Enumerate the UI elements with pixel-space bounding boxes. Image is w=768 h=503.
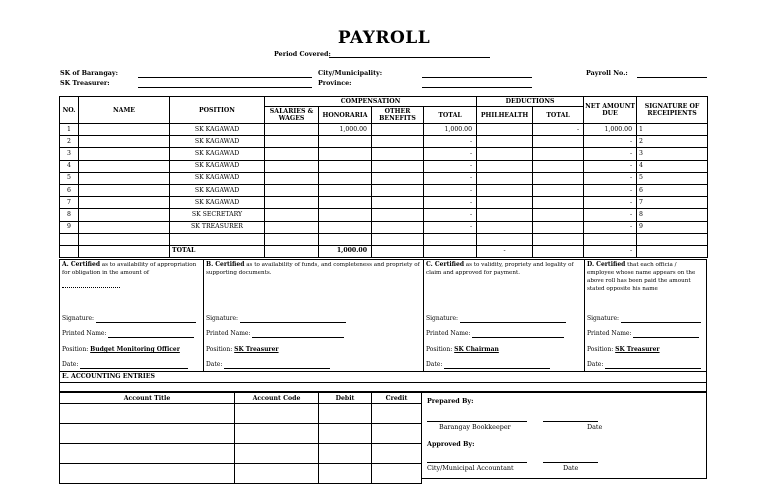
- row-name[interactable]: [79, 148, 170, 160]
- row-salaries[interactable]: [265, 209, 319, 221]
- row-name[interactable]: [79, 172, 170, 184]
- col-deductions: DEDUCTIONS: [477, 97, 584, 107]
- account-cell[interactable]: [235, 464, 319, 484]
- row-deduction-total: [533, 209, 584, 221]
- total-honoraria: 1,000.00: [319, 245, 372, 257]
- row-name[interactable]: [79, 197, 170, 209]
- row-salaries[interactable]: [265, 160, 319, 172]
- city-field[interactable]: [422, 77, 532, 78]
- cert-d-heading: D. Certified: [587, 261, 626, 268]
- bookkeeper-signature-field[interactable]: [427, 421, 527, 422]
- province-field[interactable]: [422, 87, 532, 88]
- period-covered-label: Period Covered:: [274, 50, 331, 58]
- approved-by-label: Approved By:: [427, 440, 475, 448]
- row-salaries[interactable]: [265, 197, 319, 209]
- cert-c-signature-field[interactable]: [460, 316, 566, 323]
- col-compensation: COMPENSATION: [265, 97, 477, 107]
- row-salaries[interactable]: [265, 172, 319, 184]
- col-other-benefits: OTHER BENEFITS: [372, 107, 424, 124]
- row-total: -: [424, 148, 477, 160]
- row-net-amount: -: [584, 184, 637, 196]
- row-deduction-total: [533, 172, 584, 184]
- row-honoraria: [319, 197, 372, 209]
- cert-a-text: as to availability of appropriation for obligation in the amount of: [62, 262, 197, 276]
- blank-cell: [372, 245, 424, 257]
- row-number: 8: [60, 209, 79, 221]
- row-signature: 2: [637, 136, 708, 148]
- row-honoraria: [319, 184, 372, 196]
- cert-c-date-field[interactable]: [444, 362, 550, 369]
- col-account-code: Account Code: [235, 393, 319, 404]
- bookkeeper-label: Barangay Bookkeeper: [439, 423, 511, 431]
- cert-a-printed-field[interactable]: [108, 331, 194, 338]
- row-salaries[interactable]: [265, 184, 319, 196]
- account-cell[interactable]: [319, 464, 372, 484]
- row-deduction-total: -: [533, 124, 584, 136]
- cert-c-printed-field[interactable]: [472, 331, 564, 338]
- cert-b-heading: B. Certified: [206, 261, 245, 268]
- blank-cell: [424, 245, 477, 257]
- blank-cell: [533, 245, 584, 257]
- blank-cell[interactable]: [60, 233, 79, 245]
- row-number: 9: [60, 221, 79, 233]
- col-debit: Debit: [319, 393, 372, 404]
- row-honoraria: [319, 209, 372, 221]
- blank-cell: [637, 245, 708, 257]
- printed-name-label: Printed Name:: [206, 330, 251, 337]
- account-cell[interactable]: [60, 464, 235, 484]
- blank-cell[interactable]: [533, 233, 584, 245]
- row-philhealth[interactable]: [477, 172, 533, 184]
- cert-d-box: [584, 259, 707, 372]
- row-net-amount: -: [584, 197, 637, 209]
- row-total: -: [424, 172, 477, 184]
- row-other-benefits[interactable]: [372, 124, 424, 136]
- table-row: [60, 184, 708, 196]
- row-philhealth[interactable]: [477, 184, 533, 196]
- account-cell[interactable]: [235, 424, 319, 444]
- row-other-benefits[interactable]: [372, 197, 424, 209]
- cert-d-signature-field[interactable]: [621, 316, 701, 323]
- table-row: [60, 172, 708, 184]
- payroll-no-label: Payroll No.:: [586, 69, 628, 77]
- printed-name-label: Printed Name:: [587, 330, 632, 337]
- row-name[interactable]: [79, 184, 170, 196]
- row-other-benefits[interactable]: [372, 184, 424, 196]
- cert-b-box: [203, 259, 424, 372]
- row-name[interactable]: [79, 160, 170, 172]
- row-deduction-total: [533, 148, 584, 160]
- row-signature: 6: [637, 184, 708, 196]
- row-position: SK KAGAWAD: [170, 184, 265, 196]
- cert-b-position: SK Treasurer: [234, 346, 279, 353]
- row-signature: 9: [637, 221, 708, 233]
- account-cell[interactable]: [60, 404, 235, 424]
- row-other-benefits[interactable]: [372, 148, 424, 160]
- accountant-date-field[interactable]: [543, 462, 598, 463]
- account-cell[interactable]: [372, 404, 422, 424]
- row-name[interactable]: [79, 136, 170, 148]
- cert-b-text: as to availability of funds, and completeness and propriety of supporting documents.: [206, 262, 420, 276]
- blank-cell: [60, 245, 79, 257]
- row-net-amount: -: [584, 209, 637, 221]
- row-other-benefits[interactable]: [372, 221, 424, 233]
- row-philhealth[interactable]: [477, 148, 533, 160]
- row-net-amount: -: [584, 136, 637, 148]
- row-signature: 4: [637, 160, 708, 172]
- blank-cell[interactable]: [424, 233, 477, 245]
- row-name[interactable]: [79, 209, 170, 221]
- cert-a-position: Budget Monitoring Officer: [90, 346, 180, 353]
- payroll-table: [59, 96, 708, 258]
- sk-treasurer-field[interactable]: [138, 87, 312, 88]
- cert-b-printed-field[interactable]: [252, 331, 344, 338]
- date-label: Date:: [426, 361, 443, 368]
- spacer-row: [59, 383, 707, 392]
- row-total: -: [424, 197, 477, 209]
- blank-cell[interactable]: [319, 233, 372, 245]
- row-total: -: [424, 184, 477, 196]
- row-net-amount: -: [584, 160, 637, 172]
- account-cell[interactable]: [372, 424, 422, 444]
- table-row: [60, 209, 708, 221]
- prepared-by-label: Prepared By:: [427, 397, 474, 405]
- blank-cell[interactable]: [637, 233, 708, 245]
- date-label-2: Date: [563, 464, 579, 472]
- row-philhealth[interactable]: [477, 136, 533, 148]
- row-philhealth[interactable]: [477, 160, 533, 172]
- accountant-label: City/Municipal Accountant: [427, 464, 514, 472]
- cert-d-date-field[interactable]: [605, 362, 701, 369]
- position-label: Position:: [206, 346, 233, 353]
- table-row: [60, 160, 708, 172]
- col-no: NO.: [60, 97, 79, 124]
- row-other-benefits[interactable]: [372, 209, 424, 221]
- table-row: [60, 221, 708, 233]
- printed-name-label: Printed Name:: [426, 330, 471, 337]
- row-signature: 3: [637, 148, 708, 160]
- col-credit: Credit: [372, 393, 422, 404]
- col-net-amount: NET AMOUNT DUE: [584, 97, 637, 124]
- row-salaries[interactable]: [265, 221, 319, 233]
- row-philhealth[interactable]: [477, 197, 533, 209]
- table-row: [60, 124, 708, 136]
- col-deduction-total: TOTAL: [533, 107, 584, 124]
- total-philhealth: -: [477, 245, 533, 257]
- row-position: SK KAGAWAD: [170, 172, 265, 184]
- row-position: SK TREASURER: [170, 221, 265, 233]
- cert-a-signature-field[interactable]: [96, 316, 196, 323]
- row-honoraria: [319, 221, 372, 233]
- row-total: -: [424, 209, 477, 221]
- page-title: PAYROLL: [337, 28, 431, 48]
- cert-a-heading: A. Certified: [62, 261, 101, 268]
- cert-d-position: SK Treasurer: [615, 346, 660, 353]
- row-deduction-total: [533, 184, 584, 196]
- date-label: Date:: [62, 361, 79, 368]
- row-honoraria: 1,000.00: [319, 124, 372, 136]
- row-net-amount: -: [584, 221, 637, 233]
- row-total: -: [424, 160, 477, 172]
- row-honoraria: [319, 148, 372, 160]
- accounting-heading: E. ACCOUNTING ENTRIES: [59, 372, 707, 383]
- col-signature: SIGNATURE OF RECEIPIENTS: [637, 97, 708, 124]
- sk-barangay-label: SK of Barangay:: [60, 69, 119, 77]
- row-total: -: [424, 136, 477, 148]
- col-position: POSITION: [170, 97, 265, 124]
- row-signature: 7: [637, 197, 708, 209]
- row-position: SK KAGAWAD: [170, 148, 265, 160]
- position-label: Position:: [426, 346, 453, 353]
- date-label: Date:: [206, 361, 223, 368]
- table-row: [60, 197, 708, 209]
- col-philhealth: PHILHEALTH: [477, 107, 533, 124]
- row-salaries[interactable]: [265, 148, 319, 160]
- blank-cell[interactable]: [584, 233, 637, 245]
- city-label: City/Municipality:: [318, 69, 383, 77]
- row-name[interactable]: [79, 221, 170, 233]
- row-other-benefits[interactable]: [372, 136, 424, 148]
- row-number: 2: [60, 136, 79, 148]
- row-position: SK KAGAWAD: [170, 160, 265, 172]
- cert-c-text: as to validity, propriety and legality of claim and approved for payment.: [426, 262, 574, 276]
- row-number: 1: [60, 124, 79, 136]
- blank-cell[interactable]: [477, 233, 533, 245]
- row-position: SK SECRETARY: [170, 209, 265, 221]
- date-label: Date:: [587, 361, 604, 368]
- blank-cell[interactable]: [170, 233, 265, 245]
- col-honoraria: HONORARIA: [319, 107, 372, 124]
- province-label: Province:: [318, 79, 352, 87]
- account-cell[interactable]: [319, 424, 372, 444]
- row-number: 5: [60, 172, 79, 184]
- cert-d-text: that each officia / employee whose name appears on the above roll has been paid the amount stated opposite his name: [587, 262, 696, 292]
- blank-cell[interactable]: [265, 233, 319, 245]
- cert-a-date-field[interactable]: [80, 362, 188, 369]
- row-deduction-total: [533, 221, 584, 233]
- row-signature: 1: [637, 124, 708, 136]
- row-number: 7: [60, 197, 79, 209]
- signature-label: Signature:: [426, 315, 459, 322]
- cert-c-box: [423, 259, 585, 372]
- printed-name-label: Printed Name:: [62, 330, 107, 337]
- row-signature: 8: [637, 209, 708, 221]
- account-cell[interactable]: [372, 444, 422, 464]
- signature-label: Signature:: [587, 315, 620, 322]
- cert-c-position: SK Chairman: [454, 346, 499, 353]
- row-deduction-total: [533, 197, 584, 209]
- cert-b-date-field[interactable]: [224, 362, 330, 369]
- account-cell[interactable]: [235, 444, 319, 464]
- account-cell[interactable]: [235, 404, 319, 424]
- cert-c-heading: C. Certified: [426, 261, 465, 268]
- accountant-signature-field[interactable]: [427, 462, 527, 463]
- row-name[interactable]: [79, 124, 170, 136]
- table-row: [60, 148, 708, 160]
- total-net: -: [584, 245, 637, 257]
- period-covered-field[interactable]: [329, 57, 490, 58]
- col-account-title: Account Title: [60, 393, 235, 404]
- account-cell[interactable]: [60, 424, 235, 444]
- col-total: TOTAL: [424, 107, 477, 124]
- signature-label: Signature:: [206, 315, 239, 322]
- row-net-amount: -: [584, 148, 637, 160]
- row-honoraria: [319, 160, 372, 172]
- account-cell[interactable]: [372, 464, 422, 484]
- col-salaries: SALARIES & WAGES: [265, 107, 319, 124]
- sk-barangay-field[interactable]: [138, 77, 312, 78]
- table-row: [60, 136, 708, 148]
- cert-b-signature-field[interactable]: [240, 316, 346, 323]
- total-label: TOTAL: [170, 245, 265, 257]
- blank-cell: [79, 245, 170, 257]
- row-philhealth[interactable]: [477, 221, 533, 233]
- row-other-benefits[interactable]: [372, 160, 424, 172]
- row-honoraria: [319, 136, 372, 148]
- signature-label: Signature:: [62, 315, 95, 322]
- blank-cell[interactable]: [79, 233, 170, 245]
- row-philhealth[interactable]: [477, 124, 533, 136]
- row-total: 1,000.00: [424, 124, 477, 136]
- row-number: 3: [60, 148, 79, 160]
- table-row: [60, 233, 708, 245]
- row-philhealth[interactable]: [477, 209, 533, 221]
- cert-a-amount-field[interactable]: [62, 287, 120, 288]
- date-label-1: Date: [587, 423, 603, 431]
- bookkeeper-date-field[interactable]: [543, 421, 598, 422]
- row-number: 6: [60, 184, 79, 196]
- row-position: SK KAGAWAD: [170, 197, 265, 209]
- row-net-amount: 1,000.00: [584, 124, 637, 136]
- row-total: -: [424, 221, 477, 233]
- accounting-table: [59, 392, 422, 484]
- account-cell[interactable]: [60, 444, 235, 464]
- row-signature: 5: [637, 172, 708, 184]
- row-salaries[interactable]: [265, 124, 319, 136]
- sk-treasurer-label: SK Treasurer:: [60, 79, 110, 87]
- row-net-amount: -: [584, 172, 637, 184]
- position-label: Position:: [62, 346, 89, 353]
- row-deduction-total: [533, 160, 584, 172]
- cert-d-printed-field[interactable]: [633, 331, 699, 338]
- payroll-no-field[interactable]: [637, 77, 707, 78]
- row-honoraria: [319, 172, 372, 184]
- row-deduction-total: [533, 136, 584, 148]
- row-position: SK KAGAWAD: [170, 124, 265, 136]
- blank-cell[interactable]: [372, 233, 424, 245]
- row-position: SK KAGAWAD: [170, 136, 265, 148]
- position-label: Position:: [587, 346, 614, 353]
- row-other-benefits[interactable]: [372, 172, 424, 184]
- account-cell[interactable]: [319, 444, 372, 464]
- account-cell[interactable]: [319, 404, 372, 424]
- row-number: 4: [60, 160, 79, 172]
- row-salaries[interactable]: [265, 136, 319, 148]
- blank-cell: [265, 245, 319, 257]
- col-name: NAME: [79, 97, 170, 124]
- cert-a-box: [59, 259, 204, 372]
